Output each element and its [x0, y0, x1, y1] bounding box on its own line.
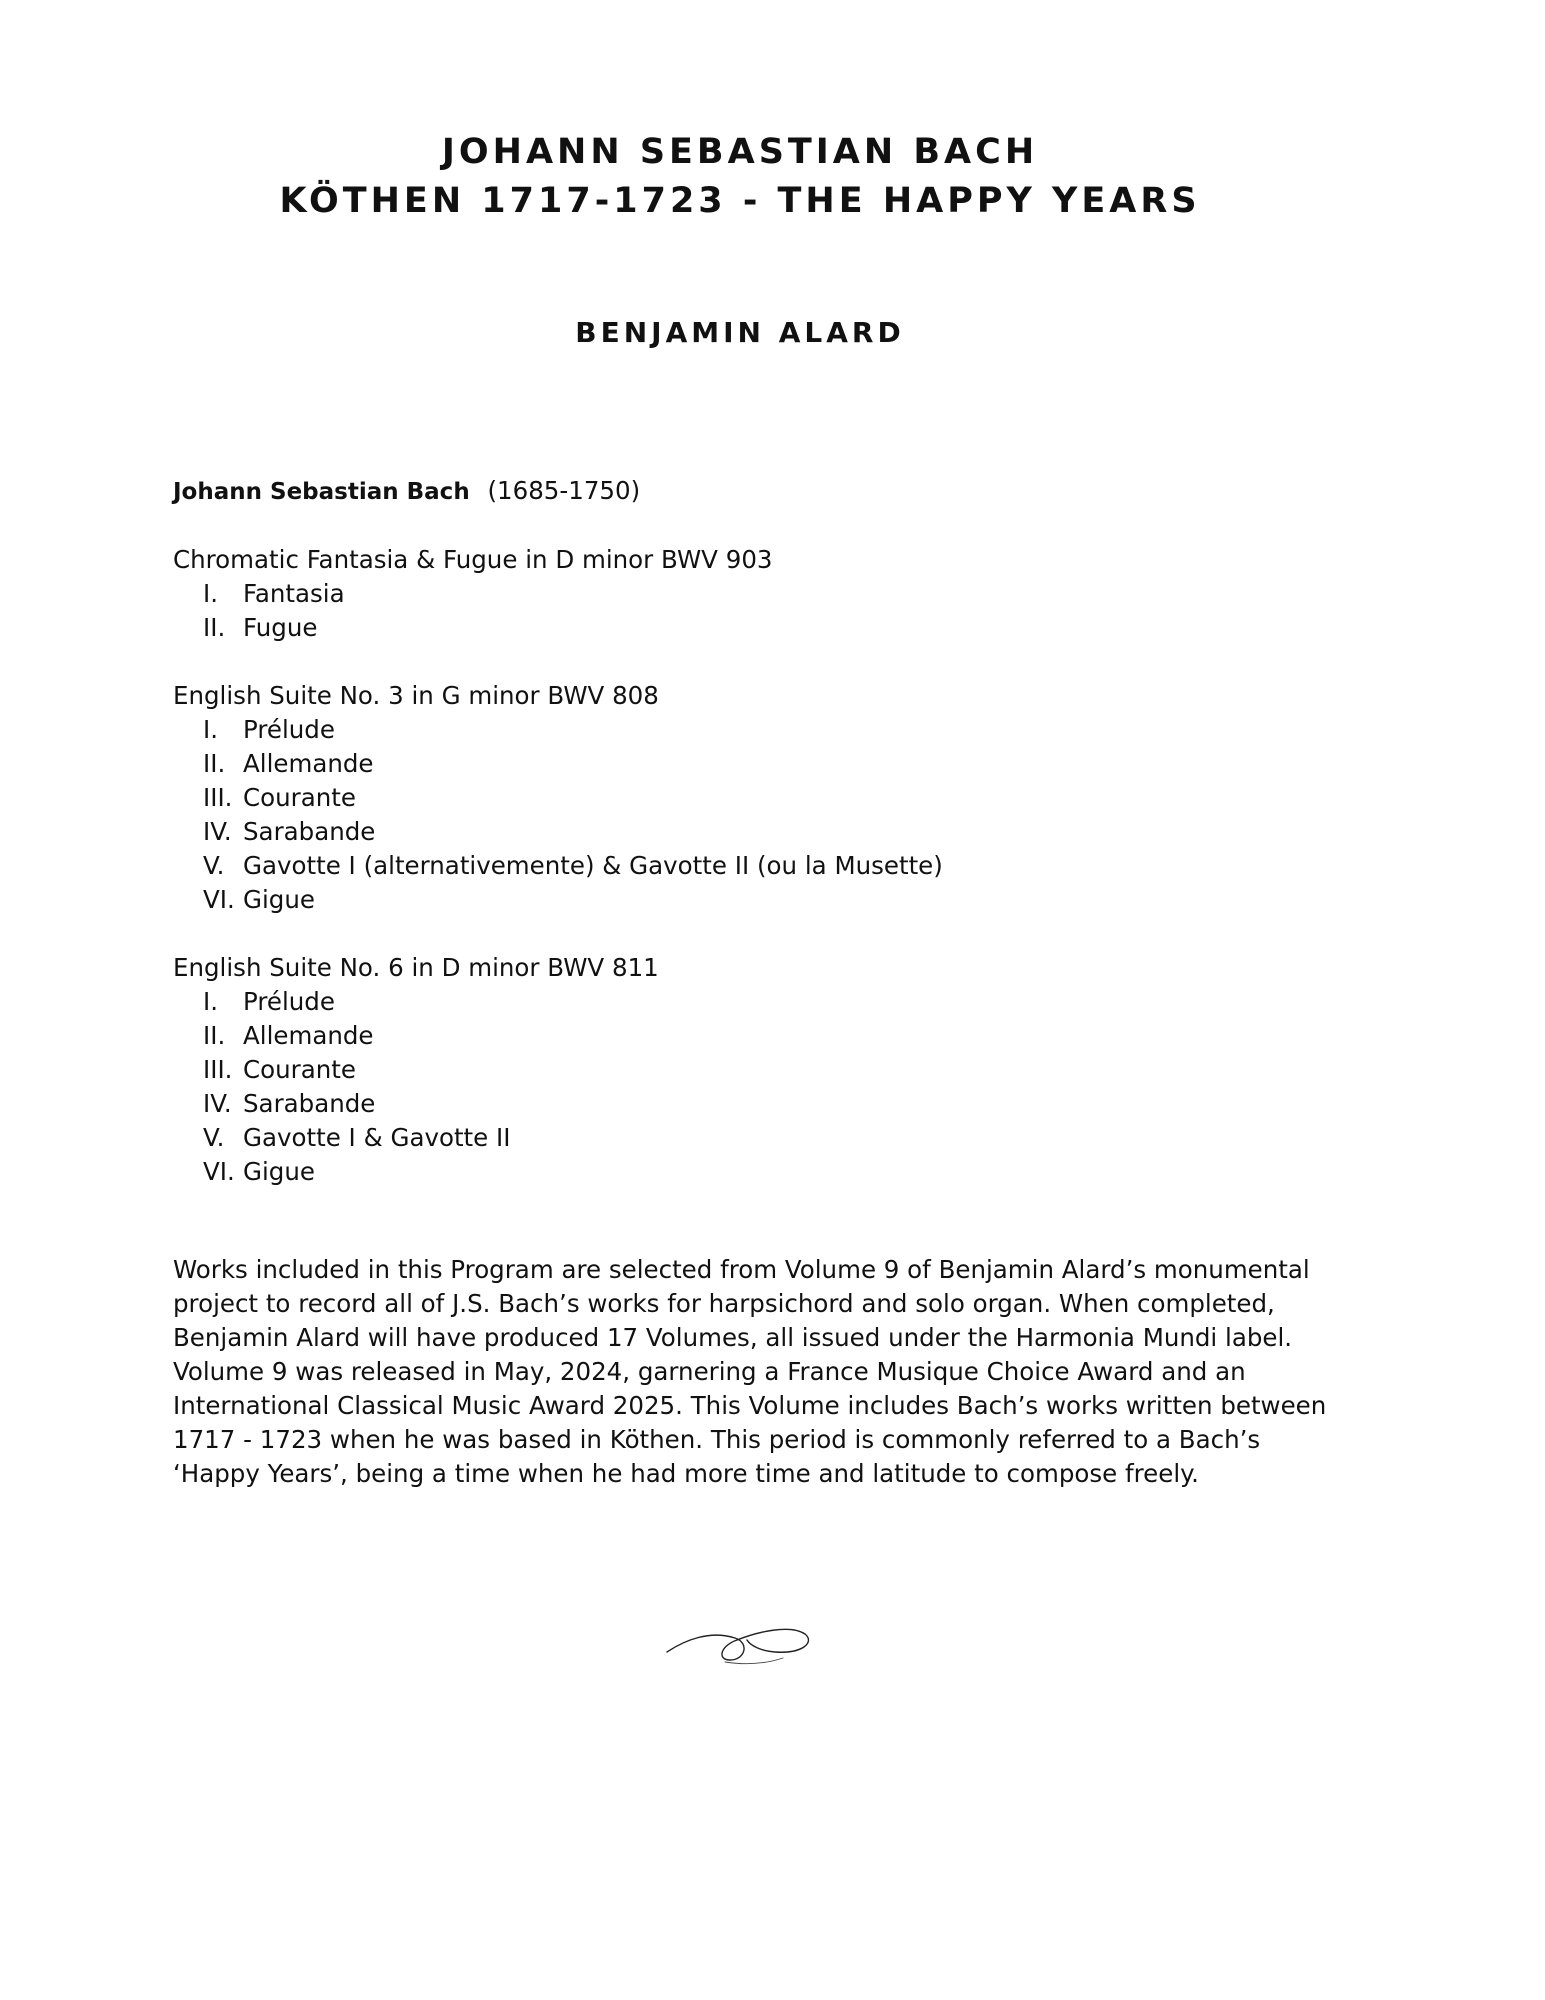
- movement-name: Prélude: [243, 987, 335, 1016]
- program-listing: [173, 474, 1373, 1223]
- movement-list: [173, 577, 1373, 645]
- movement-name: Gigue: [243, 885, 315, 914]
- work-title: English Suite No. 6 in D minor BWV 811: [173, 953, 659, 982]
- movement-numeral: VI.: [203, 885, 235, 914]
- flourish-stroke: [667, 1629, 808, 1660]
- movement-item: [173, 1121, 1373, 1155]
- work-title: Chromatic Fantasia & Fugue in D minor BWV 903: [173, 545, 773, 574]
- movement-item: [173, 611, 1373, 645]
- movement-name: Allemande: [243, 749, 374, 778]
- movement-numeral: II.: [203, 613, 226, 642]
- work-title: English Suite No. 3 in G minor BWV 808: [173, 681, 659, 710]
- movement-numeral: VI.: [203, 1157, 235, 1186]
- movement-numeral: II.: [203, 1021, 226, 1050]
- movement-numeral: I.: [203, 987, 219, 1016]
- movement-item: [173, 849, 1373, 883]
- movement-name: Fantasia: [243, 579, 345, 608]
- movement-item: [173, 577, 1373, 611]
- movement-numeral: I.: [203, 715, 219, 744]
- movement-item: [173, 781, 1373, 815]
- movement-name: Allemande: [243, 1021, 374, 1050]
- movement-item: [173, 747, 1373, 781]
- movement-numeral: III.: [203, 1055, 233, 1084]
- movement-item: [173, 1053, 1373, 1087]
- program-description: Works included in this Program are selected from Volume 9 of Benjamin Alard’s monumental project to record all of J.S. Bach’s works for harpsichord and solo organ. When completed, Benjamin Alard will have produced 17 Volumes, all issued under the Harmonia Mundi label. Volume 9 was released in May, 2024, garnering a France Musique Choice Award and an International Classical Music Award 2025. This Volume includes Bach’s works written between 1717 - 1723 when he was based in Köthen. This period is commonly referred to a Bach’s ‘Happy Years’, being a time when he had more time and latitude to compose freely.: [173, 1255, 1327, 1488]
- composer-name: Johann Sebastian Bach: [173, 479, 470, 505]
- movement-item: [173, 713, 1373, 747]
- work-item: [173, 679, 1373, 917]
- movement-name: Courante: [243, 783, 356, 812]
- work-item: [173, 951, 1373, 1189]
- flourish-tail: [725, 1658, 783, 1664]
- movement-item: [173, 1019, 1373, 1053]
- movement-name: Sarabande: [243, 1089, 376, 1118]
- movement-name: Gigue: [243, 1157, 315, 1186]
- movement-name: Sarabande: [243, 817, 376, 846]
- performer-name: BENJAMIN ALARD: [575, 316, 905, 349]
- page-subtitle: KÖTHEN 1717-1723 - THE HAPPY YEARS: [279, 181, 1201, 221]
- movement-item: [173, 883, 1373, 917]
- movement-item: [173, 1155, 1373, 1189]
- movement-numeral: V.: [203, 851, 225, 880]
- flourish-icon: [665, 1610, 815, 1670]
- movement-numeral: III.: [203, 783, 233, 812]
- work-item: [173, 543, 1373, 645]
- movement-item: [173, 1087, 1373, 1121]
- page-title: JOHANN SEBASTIAN BACH: [441, 132, 1039, 172]
- movement-list: [173, 985, 1373, 1189]
- movement-numeral: IV.: [203, 817, 232, 846]
- composer-dates: (1685-1750): [487, 476, 641, 505]
- movement-list: [173, 713, 1373, 917]
- movement-name: Prélude: [243, 715, 335, 744]
- movement-item: [173, 985, 1373, 1019]
- movement-numeral: V.: [203, 1123, 225, 1152]
- title-block: [0, 128, 1480, 226]
- movement-numeral: II.: [203, 749, 226, 778]
- movement-numeral: IV.: [203, 1089, 232, 1118]
- movement-item: [173, 815, 1373, 849]
- movement-name: Courante: [243, 1055, 356, 1084]
- movement-name: Gavotte I & Gavotte II: [243, 1123, 511, 1152]
- movement-name: Gavotte I (alternativemente) & Gavotte II (ou la Musette): [243, 851, 943, 880]
- composer-line: [173, 474, 1373, 509]
- movement-numeral: I.: [203, 579, 219, 608]
- movement-name: Fugue: [243, 613, 318, 642]
